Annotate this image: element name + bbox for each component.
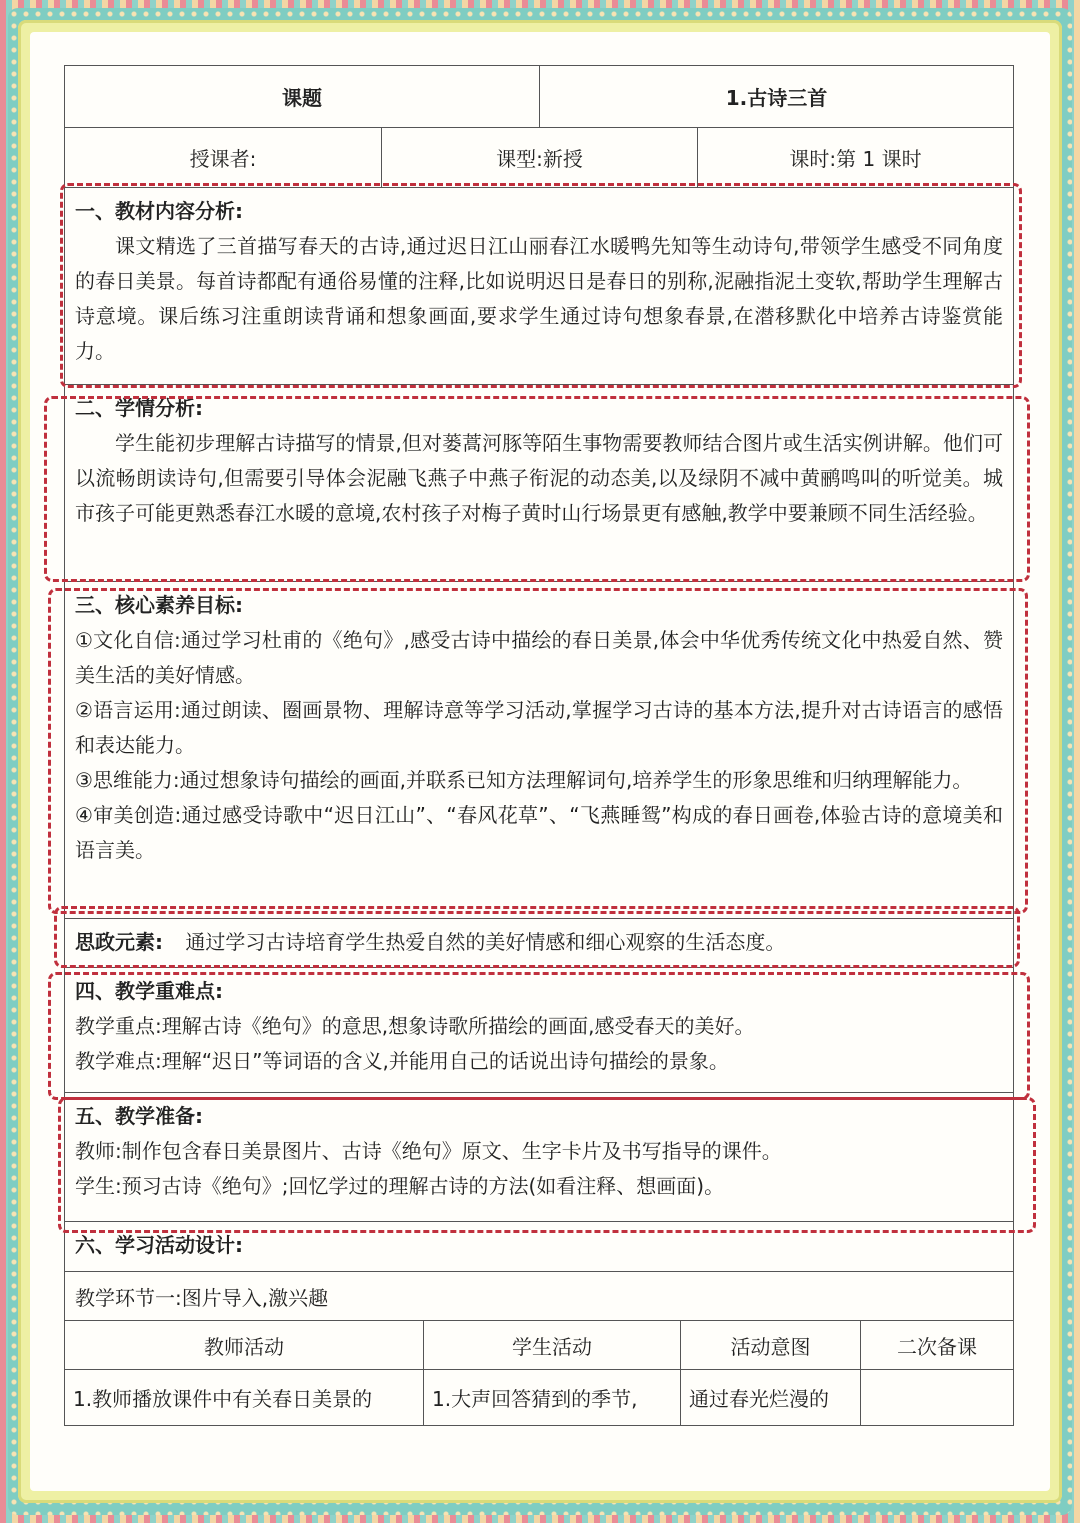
section-student-analysis (64, 385, 1014, 582)
lesson-type-label: 课型:新授 (381, 128, 697, 187)
section-body: 学生能初步理解古诗描写的情景,但对蒌蒿河豚等陌生事物需要教师结合图片或生活实例讲解。他们可以流畅朗读诗句,但需要引导体会泥融飞燕子中燕子衔泥的动态美,以及绿阴不减中黄鹂鸣叫的听觉美。城市孩子可能更熟悉春江水暖的意境,农村孩子对梅子黄时山行场景更有感触,教学中要兼顾不同生活经验。 (75, 431, 1003, 525)
table-cell: 1.大声回答猜到的季节, (423, 1370, 680, 1425)
objective-item: ④审美创造:通过感受诗歌中“迟日江山”、“春风花草”、“飞燕睡鸳”构成的春日画卷,体验古诗的意境美和语言美。 (75, 803, 1003, 862)
table-cell: 1.教师播放课件中有关春日美景的 (73, 1387, 373, 1411)
section-title: 六、学习活动设计: (75, 1233, 243, 1257)
table-cell (860, 1370, 1013, 1425)
topic-value: 1.古诗三首 (539, 66, 1013, 127)
sizheng-text: 通过学习古诗培育学生热爱自然的美好情感和细心观察的生活态度。 (185, 930, 786, 954)
activity-table-header (64, 1321, 1014, 1370)
difficulty-point: 教学难点:理解“迟日”等词语的含义,并能用自己的话说出诗句描绘的景象。 (75, 1049, 729, 1073)
section-textbook-analysis (64, 188, 1014, 385)
header-topic-row (64, 65, 1014, 128)
column-header: 学生活动 (423, 1321, 680, 1369)
teaching-step: 教学环节一:图片导入,激兴趣 (75, 1285, 329, 1310)
section-preparation (64, 1093, 1014, 1222)
table-cell: 通过春光烂漫的 (680, 1370, 860, 1425)
teaching-step-row (64, 1272, 1014, 1321)
section-activity-design (64, 1222, 1014, 1272)
column-header: 活动意图 (680, 1321, 860, 1369)
sizheng-label: 思政元素: (75, 930, 163, 954)
key-point: 教学重点:理解古诗《绝句》的意思,想象诗歌所描绘的画面,感受春天的美好。 (75, 1014, 755, 1038)
section-title: 二、学情分析: (75, 396, 203, 420)
teacher-label: 授课者: (189, 147, 257, 171)
section-core-objectives (64, 582, 1014, 919)
section-key-difficulties (64, 968, 1014, 1093)
column-header: 二次备课 (860, 1321, 1013, 1369)
teacher-preparation: 教师:制作包含春日美景图片、古诗《绝句》原文、生字卡片及书写指导的课件。 (75, 1139, 782, 1163)
section-title: 一、教材内容分析: (75, 199, 243, 223)
section-title: 三、核心素养目标: (75, 593, 243, 617)
section-ideological-element (64, 919, 1014, 968)
section-title: 四、教学重难点: (75, 979, 223, 1003)
section-body: 课文精选了三首描写春天的古诗,通过迟日江山丽春江水暖鸭先知等生动诗句,带领学生感受不同角度的春日美景。每首诗都配有通俗易懂的注释,比如说明迟日是春日的别称,泥融指泥土变软,帮助学生理解古诗意境。课后练习注重朗读背诵和想象画面,要求学生通过诗句想象春景,在潜移默化中培养古诗鉴赏能力。 (75, 234, 1003, 363)
objective-item: ②语言运用:通过朗读、圈画景物、理解诗意等学习活动,掌握学习古诗的基本方法,提升对古诗语言的感悟和表达能力。 (75, 698, 1003, 757)
lesson-plan-document (64, 65, 1014, 1426)
topic-label: 课题 (282, 86, 322, 110)
student-preparation: 学生:预习古诗《绝句》;回忆学过的理解古诗的方法(如看注释、想画面)。 (75, 1174, 725, 1198)
objective-item: ①文化自信:通过学习杜甫的《绝句》,感受古诗中描绘的春日美景,体会中华优秀传统文化中热爱自然、赞美生活的美好情感。 (75, 628, 1003, 687)
section-title: 五、教学准备: (75, 1104, 203, 1128)
period-label: 课时:第 1 课时 (697, 128, 1013, 187)
header-info-row (64, 128, 1014, 188)
activity-table-row (64, 1370, 1014, 1426)
column-header: 教师活动 (204, 1334, 284, 1359)
objective-item: ③思维能力:通过想象诗句描绘的画面,并联系已知方法理解词句,培养学生的形象思维和归纳理解能力。 (75, 768, 973, 792)
